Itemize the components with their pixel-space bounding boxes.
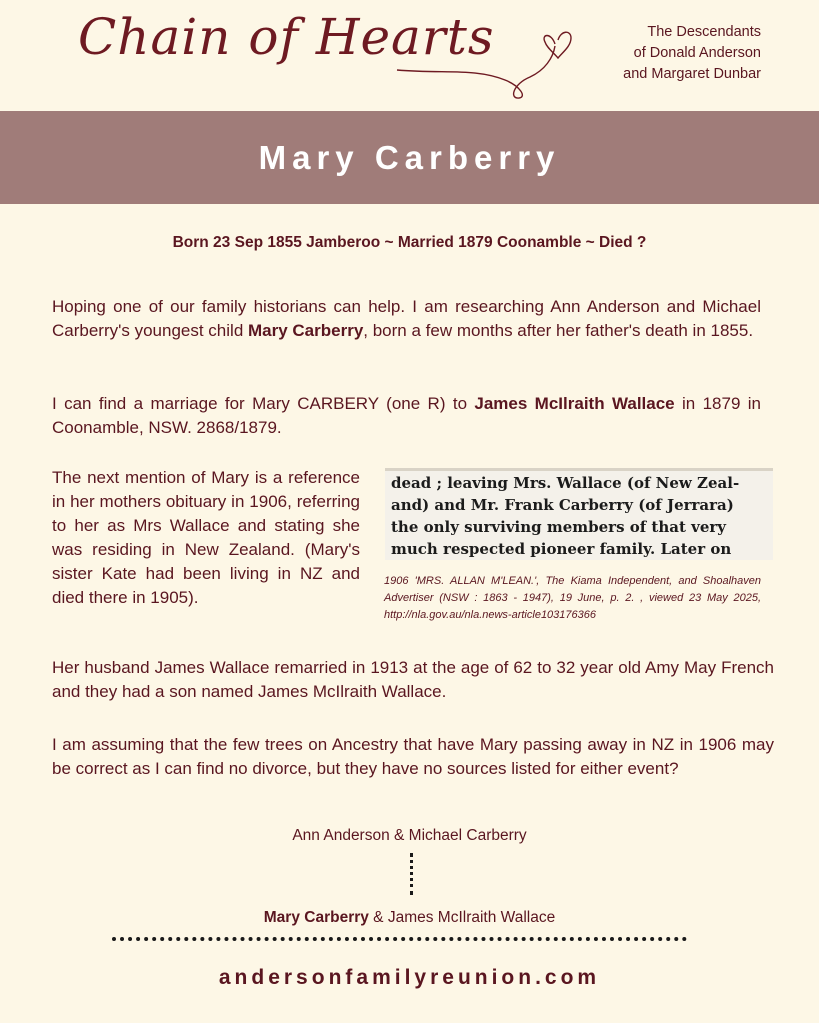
clipping-caption: 1906 'MRS. ALLAN M'LEAN.', The Kiama Independent, and Shoalhaven Advertiser (NSW : 1863 - 1947), 19 June, p. 2. , viewed 23 May 2025, http://nla.gov.au/nla.news-article103176366	[384, 575, 761, 621]
clipping-line: much respected pioneer family. Later on	[391, 540, 732, 558]
footer-divider	[112, 937, 687, 941]
life-dates: Born 23 Sep 1855 Jamberoo ~ Married 1879 Coonamble ~ Died ?	[172, 234, 647, 251]
tree-parents: Ann Anderson & Michael Carberry	[292, 827, 527, 844]
clipping-line: the only surviving members of that very	[391, 518, 726, 536]
assumption-paragraph: I am assuming that the few trees on Ancestry that have Mary passing away in NZ in 1906 may be correct as I can find no divorce, but they have no sources listed for either event?	[52, 735, 774, 778]
remarriage-paragraph: Her husband James Wallace remarried in 1913 at the age of 62 to 32 year old Amy May French and they had a son named James McIlraith Wallace.	[52, 658, 774, 701]
tree-child	[0, 909, 819, 927]
tree-spouse: & James McIlraith Wallace	[368, 909, 556, 926]
marriage-text-2: in 1879 in Coonamble, NSW. 2868/1879.	[52, 394, 762, 437]
marriage-text-1: I can find a marriage for Mary CARBERY (one R) to	[52, 394, 475, 413]
newspaper-clipping	[385, 468, 773, 560]
heart-flourish-icon	[395, 22, 585, 102]
chain-of-hearts-logo: Chain of Hearts	[78, 8, 495, 66]
clipping-line: and) and Mr. Frank Carberry (of Jerrara)	[391, 496, 734, 514]
tagline	[623, 22, 761, 85]
obituary-paragraph: The next mention of Mary is a reference in her mothers obituary in 1906, referring to her as Mrs Wallace and stating she was residing in New Zealand. (Mary's sister Kate had been living in NZ and died there in 1905).	[52, 468, 360, 607]
tree-child-name: Mary Carberry	[263, 909, 369, 926]
title-banner	[0, 111, 819, 204]
website-link[interactable]: andersonfamilyreunion.com	[218, 966, 601, 989]
page-title: Mary Carberry	[258, 138, 561, 176]
intro-paragraph	[52, 295, 761, 343]
marriage-paragraph	[52, 392, 761, 440]
tagline-line-3: and Margaret Dunbar	[623, 66, 761, 82]
intro-text-2: , born a few months after her father's death in 1855.	[363, 321, 754, 340]
marriage-name-bold: James McIlraith Wallace	[474, 394, 675, 413]
tree-connector	[410, 853, 413, 895]
intro-name-bold: Mary Carberry	[248, 321, 364, 340]
tagline-line-1: The Descendants	[647, 24, 761, 40]
tagline-line-2: of Donald Anderson	[633, 45, 761, 61]
clipping-line: dead ; leaving Mrs. Wallace (of New Zeal-	[391, 474, 740, 492]
intro-text-1: Hoping one of our family historians can help. I am researching Ann Anderson and Michael Carberry's youngest child	[52, 297, 761, 340]
